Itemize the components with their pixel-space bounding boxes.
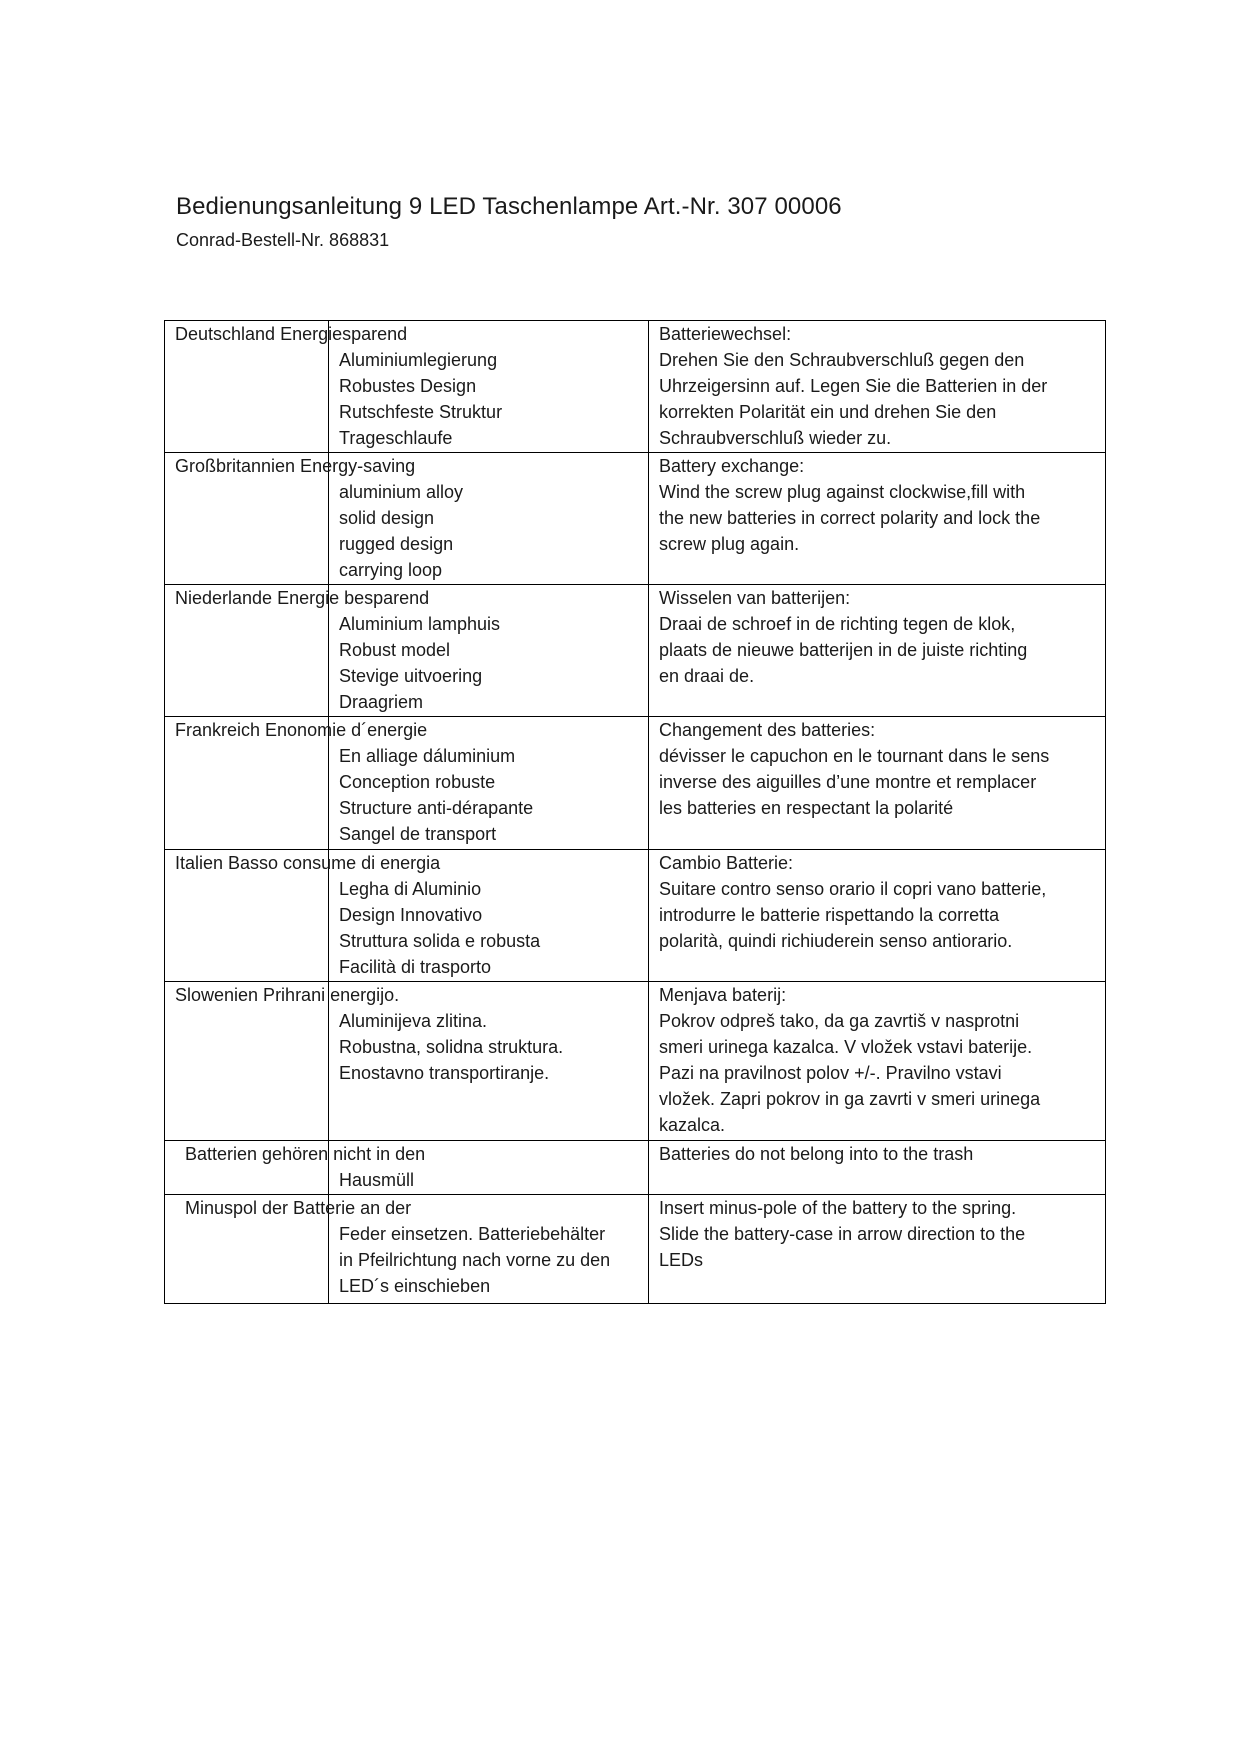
row-heading: Italien Basso consume di energia <box>175 853 441 873</box>
instruction-line: the new batteries in correct polarity and lock the <box>659 508 1041 528</box>
table-row-disposal <box>164 1140 1106 1194</box>
instruction-line: vložek. Zapri pokrov in ga zavrti v smeri urinega <box>659 1089 1041 1109</box>
battery-instructions <box>659 321 1099 451</box>
feature-list <box>339 1221 610 1299</box>
instruction-line: Cambio Batterie: <box>659 853 794 873</box>
feature-item: Aluminium lamphuis <box>339 614 501 634</box>
feature-item: Robustna, solidna struktura. <box>339 1037 564 1057</box>
table-row-italien <box>164 849 1106 981</box>
feature-item: Feder einsetzen. Batteriebehälter <box>339 1224 606 1244</box>
feature-list <box>339 876 540 980</box>
row-heading: Slowenien Prihrani energijo. <box>175 985 400 1005</box>
column-divider <box>648 982 649 1140</box>
feature-item: Trageschlaufe <box>339 428 453 448</box>
instruction-line: smeri urinega kazalca. V vložek vstavi baterije. <box>659 1037 1033 1057</box>
battery-instructions <box>659 982 1099 1138</box>
feature-item: rugged design <box>339 534 454 554</box>
feature-item: Draagriem <box>339 692 424 712</box>
battery-instructions <box>659 1141 1099 1167</box>
feature-item: Enostavno transportiranje. <box>339 1063 550 1083</box>
feature-list <box>339 743 533 847</box>
column-divider <box>648 321 649 452</box>
feature-item: Conception robuste <box>339 772 496 792</box>
feature-item: Legha di Aluminio <box>339 879 482 899</box>
instruction-line: LEDs <box>659 1250 704 1270</box>
feature-item: Stevige uitvoering <box>339 666 483 686</box>
column-divider <box>648 1141 649 1194</box>
feature-item: in Pfeilrichtung nach vorne zu den <box>339 1250 611 1270</box>
feature-item: Rutschfeste Struktur <box>339 402 503 422</box>
instruction-line: plaats de nieuwe batterijen in de juiste richting <box>659 640 1028 660</box>
table-row-slowenien <box>164 981 1106 1140</box>
instruction-line: Batteries do not belong into to the trash <box>659 1144 974 1164</box>
feature-item: Aluminiumlegierung <box>339 350 498 370</box>
instruction-line: les batteries en respectant la polarité <box>659 798 954 818</box>
row-heading: Minuspol der Batterie an der <box>175 1198 412 1218</box>
battery-instructions <box>659 585 1099 689</box>
instruction-line: Changement des batteries: <box>659 720 876 740</box>
feature-item: Structure anti-dérapante <box>339 798 534 818</box>
column-divider <box>648 850 649 981</box>
column-divider <box>648 453 649 584</box>
feature-item: Aluminijeva zlitina. <box>339 1011 488 1031</box>
feature-list <box>339 1008 563 1086</box>
instruction-line: polarità, quindi richiuderein senso antiorario. <box>659 931 1013 951</box>
instruction-line: korrekten Polarität ein und drehen Sie den <box>659 402 997 422</box>
column-divider <box>648 585 649 716</box>
battery-instructions <box>659 453 1099 557</box>
feature-item: aluminium alloy <box>339 482 464 502</box>
instruction-line: kazalca. <box>659 1115 726 1135</box>
battery-instructions <box>659 1195 1099 1273</box>
feature-item: Robust model <box>339 640 451 660</box>
instruction-line: Batteriewechsel: <box>659 324 792 344</box>
instruction-line: Slide the battery-case in arrow direction to the <box>659 1224 1026 1244</box>
row-heading: Deutschland Energiesparend <box>175 324 408 344</box>
feature-item: LED´s einschieben <box>339 1276 491 1296</box>
instruction-line: screw plug again. <box>659 534 800 554</box>
instruction-line: Suitare contro senso orario il copri vano batterie, <box>659 879 1047 899</box>
feature-item: Struttura solida e robusta <box>339 931 541 951</box>
feature-item: Robustes Design <box>339 376 477 396</box>
table-row-niederlande <box>164 584 1106 716</box>
order-number: Conrad-Bestell-Nr. 868831 <box>176 230 390 250</box>
row-heading: Niederlande Energie besparend <box>175 588 430 608</box>
table-row-insert-battery <box>164 1194 1106 1304</box>
feature-item: Design Innovativo <box>339 905 483 925</box>
instruction-line: Draai de schroef in de richting tegen de klok, <box>659 614 1016 634</box>
instruction-line: Insert minus-pole of the battery to the spring. <box>659 1198 1017 1218</box>
feature-item: Facilità di trasporto <box>339 957 492 977</box>
feature-item: Hausmüll <box>339 1170 415 1190</box>
instruction-line: Wisselen van batterijen: <box>659 588 851 608</box>
instruction-line: Pokrov odpreš tako, da ga zavrtiš v nasprotni <box>659 1011 1020 1031</box>
instructions-table <box>164 320 1106 1304</box>
instruction-line: Drehen Sie den Schraubverschluß gegen den <box>659 350 1025 370</box>
feature-list <box>339 1167 414 1193</box>
row-heading: Batterien gehören nicht in den <box>175 1144 426 1164</box>
feature-item: Sangel de transport <box>339 824 497 844</box>
instruction-line: en draai de. <box>659 666 755 686</box>
table-row-frankreich <box>164 716 1106 849</box>
feature-list <box>339 479 463 583</box>
column-divider <box>648 1195 649 1303</box>
feature-list <box>339 347 502 451</box>
instruction-line: introdurre le batterie rispettando la corretta <box>659 905 1000 925</box>
row-heading: Großbritannien Energy-saving <box>175 456 416 476</box>
feature-list <box>339 611 500 715</box>
instruction-line: Wind the screw plug against clockwise,fill with <box>659 482 1026 502</box>
table-row-grossbritannien <box>164 452 1106 584</box>
instruction-line: inverse des aiguilles d’une montre et remplacer <box>659 772 1037 792</box>
instruction-line: Uhrzeigersinn auf. Legen Sie die Batterien in der <box>659 376 1048 396</box>
battery-instructions <box>659 850 1099 954</box>
row-heading: Frankreich Enonomie d´energie <box>175 720 428 740</box>
feature-item: solid design <box>339 508 435 528</box>
feature-item: En alliage dáluminium <box>339 746 516 766</box>
instruction-line: Menjava baterij: <box>659 985 787 1005</box>
battery-instructions <box>659 717 1099 821</box>
table-row-deutschland <box>164 320 1106 452</box>
column-divider <box>648 717 649 849</box>
instruction-line: Battery exchange: <box>659 456 805 476</box>
feature-item: carrying loop <box>339 560 443 580</box>
instruction-line: Schraubverschluß wieder zu. <box>659 428 892 448</box>
instruction-line: dévisser le capuchon en le tournant dans le sens <box>659 746 1050 766</box>
instruction-line: Pazi na pravilnost polov +/-. Pravilno vstavi <box>659 1063 1002 1083</box>
document-title: Bedienungsanleitung 9 LED Taschenlampe Art.-Nr. 307 00006 <box>176 193 842 220</box>
